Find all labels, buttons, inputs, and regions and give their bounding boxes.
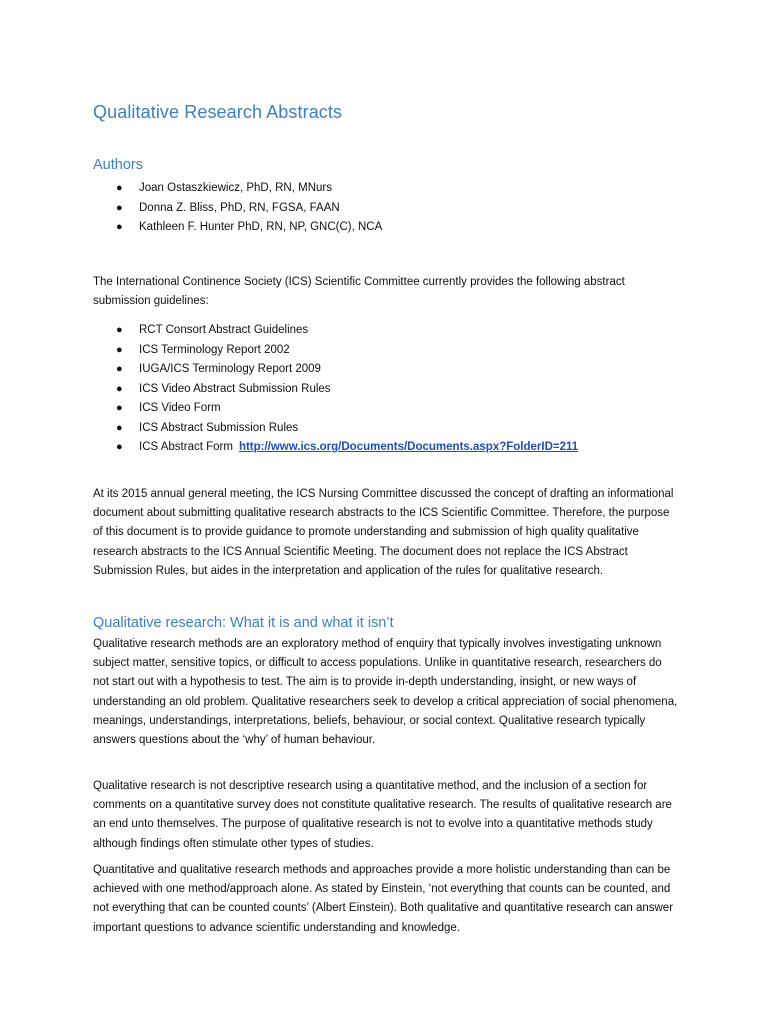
author-name: Joan Ostaszkiewicz, PhD, RN, MNurs (139, 182, 332, 194)
list-item (93, 419, 578, 439)
list-item (93, 399, 578, 419)
section-heading: Qualitative research: What it is and what it isn’t (93, 615, 394, 631)
list-item (93, 341, 578, 361)
bullet-icon: ● (116, 402, 123, 414)
guideline-label: ICS Terminology Report 2002 (139, 343, 290, 356)
list-item (93, 360, 578, 380)
meeting-paragraph: At its 2015 annual general meeting, the ICS Nursing Committee discussed the concept of drafting an informational document about submitting qualitative research abstracts to the ICS Scientific Committee. Therefore, the purpose of this document is to provide guidance to promote understanding and submission of high quality qualitative research abstracts to the ICS Annual Scientific Meeting. The document does not replace the ICS Abstract Submission Rules, but aides in the interpretation and application of the rules for qualitative research. (93, 488, 674, 577)
section-paragraph-1: Qualitative research methods are an exploratory method of enquiry that typically involves investigating unknown subject matter, sensitive topics, or difficult to access populations. Unlike in quantitative research, researchers do not start out with a hypothesis to test. The aim is to provide in-depth understanding, insight, or new ways of understanding an old problem. Qualitative researchers seek to develop a critical appreciation of social phenomena, meanings, understandings, interpretations, beliefs, behaviour, or social context. Qualitative research typically answers questions about the ‘why’ of human behaviour. (93, 638, 678, 747)
guideline-label: IUGA/ICS Terminology Report 2009 (139, 363, 321, 375)
author-name: Kathleen F. Hunter PhD, RN, NP, GNC(C), NCA (139, 221, 383, 233)
guideline-label: ICS Video Abstract Submission Rules (139, 382, 331, 395)
guideline-label: RCT Consort Abstract Guidelines (139, 324, 309, 336)
bullet-icon: ● (116, 441, 123, 453)
guideline-label: ICS Video Form (139, 402, 221, 414)
bullet-icon: ● (116, 221, 123, 233)
bullet-icon: ● (116, 363, 123, 375)
list-item (93, 321, 578, 341)
bullet-icon: ● (116, 324, 123, 336)
section-paragraph-3: Quantitative and qualitative research methods and approaches provide a more holistic understanding than can be achieved with one method/approach alone. As stated by Einstein, ‘not everything that counts can be counted, and not everything that can be counted counts’ (Albert Einstein). Both qualitative and quantitative research can answer important questions to advance scientific understanding and knowledge. (93, 864, 674, 934)
list-item (93, 380, 578, 400)
bullet-icon: ● (116, 182, 123, 194)
authors-heading: Authors (93, 157, 143, 173)
list-item (93, 438, 578, 458)
guidelines-list (93, 321, 578, 458)
list-item (93, 218, 382, 238)
list-item (93, 179, 382, 199)
author-name: Donna Z. Bliss, PhD, RN, FGSA, FAAN (139, 201, 340, 214)
abstract-form-link[interactable]: http://www.ics.org/Documents/Documents.aspx?FolderID=211 (238, 441, 579, 453)
list-item (93, 199, 382, 219)
guideline-label: ICS Abstract Form (139, 441, 233, 453)
guideline-label: ICS Abstract Submission Rules (139, 421, 299, 434)
bullet-icon: ● (116, 201, 123, 214)
authors-list (93, 179, 382, 238)
bullet-icon: ● (116, 421, 123, 434)
page-title: Qualitative Research Abstracts (93, 102, 343, 122)
bullet-icon: ● (116, 343, 123, 356)
intro-paragraph: The International Continence Society (ICS) Scientific Committee currently provides the following abstract submission guidelines: (93, 276, 625, 308)
bullet-icon: ● (116, 382, 123, 395)
section-paragraph-2: Qualitative research is not descriptive research using a quantitative method, and the inclusion of a section for comments on a quantitative survey does not constitute qualitative research. The results of qualitative research are an end unto themselves. The purpose of qualitative research is not to evolve into a quantitative methods study although findings often stimulate other types of studies. (93, 780, 672, 850)
